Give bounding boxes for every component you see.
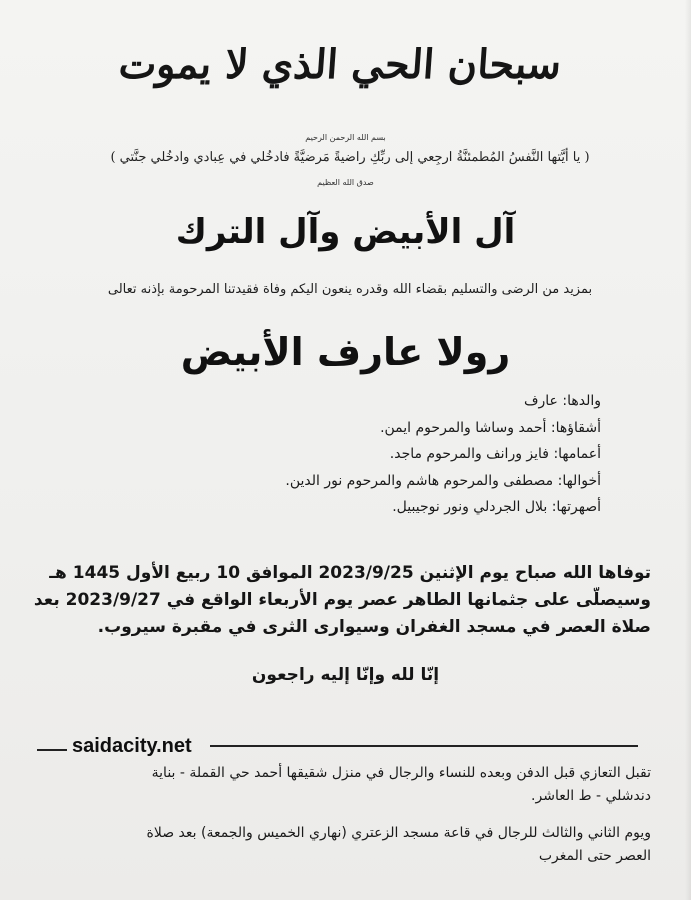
condolences-info xyxy=(31,762,651,882)
condolences-paragraph xyxy=(31,762,651,808)
calligraphy-header: سبحان الحي الذي لا يموت xyxy=(117,40,563,88)
condolences-line: ويوم الثاني والثالث للرجال في قاعة مسجد الزعتري (نهاري الخميس والجمعة) بعد صلاة xyxy=(146,825,651,841)
relative-paternal-uncles: أعمامها: فايز ورانف والمرحوم ماجد. xyxy=(389,446,601,462)
divider-line xyxy=(210,745,638,747)
condolences-paragraph xyxy=(31,822,651,868)
condolences-line: العصر حتى المغرب xyxy=(538,848,651,864)
inna-lillah: إنّا لله وإنّا إليه راجعون xyxy=(251,665,440,685)
relative-siblings: أشقاؤها: أحمد وساشا والمرحوم ايمن. xyxy=(380,419,601,436)
sadaqa-line: صدق الله العظيم xyxy=(317,178,374,187)
relatives-list xyxy=(151,388,601,521)
funeral-details xyxy=(31,560,651,641)
condolences-line: تقبل التعازي قبل الدفن وبعده للنساء والرجال في منزل شقيقها أحمد حي القملة - بناية xyxy=(151,765,651,781)
divider-line xyxy=(37,749,67,751)
website-watermark: saidacity.net xyxy=(72,735,192,757)
relative-in-laws: أصهرتها: بلال الجردلي ونور نوجيبيل. xyxy=(392,499,601,515)
quran-verse: ( يا أيَّتها النَّفسُ المُطمئنَّةُ ارجِعي إلى ربِّكِ راضيةً مَرضيَّةً فادخُلي في عِبادي وادخُلي جنَّتي ) xyxy=(110,150,590,165)
page-edge-shadow xyxy=(685,0,691,900)
condolences-line: دندشلي - ط العاشر. xyxy=(531,788,651,804)
details-line: صلاة العصر في مسجد الغفران وسيوارى الثرى في مقبرة سيروب. xyxy=(97,617,651,637)
deceased-name: رولا عارف الأبيض xyxy=(180,330,511,374)
announcement-intro: بمزيد من الرضى والتسليم بقضاء الله وقدره ينعون اليكم وفاة فقيدتنا المرحومة بإذنه تعالى xyxy=(107,282,593,297)
families-title: آل الأبيض وآل الترك xyxy=(175,212,516,252)
basmala: بسم الله الرحمن الرحيم xyxy=(305,133,386,142)
details-line: توفاها الله صباح يوم الإثنين 2023/9/25 الموافق 10 ربيع الأول 1445 هـ xyxy=(49,563,651,583)
details-line: وسيصلّى على جثمانها الطاهر عصر يوم الأربعاء الواقع في 2023/9/27 بعد xyxy=(33,590,651,610)
relative-father: والدها: عارف xyxy=(524,393,601,409)
relative-maternal-uncles: أخوالها: مصطفى والمرحوم هاشم والمرحوم نور الدين. xyxy=(285,472,601,489)
